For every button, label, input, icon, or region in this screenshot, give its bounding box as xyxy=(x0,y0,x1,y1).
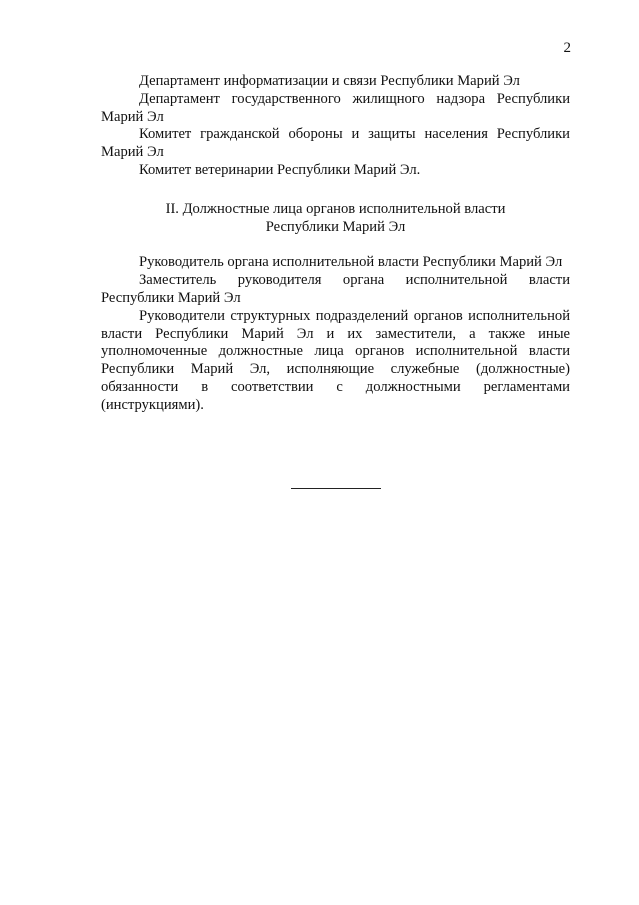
list-item: Комитет гражданской обороны и защиты населения Республики Марий Эл xyxy=(101,126,570,161)
list-item: Руководители структурных подразделений органов исполнительной власти Республики Марий Эл и их заместители, а также иные уполномоченные должностные лица органов исполнительной власти Республики Марий Эл, исполняющие служебные (должностные) обязанности в соответствии с должностными регламентами (инструкциями). xyxy=(101,307,570,413)
list-item: Руководитель органа исполнительной власти Республики Марий Эл xyxy=(139,254,563,271)
list-item: Департамент информатизации и связи Республики Марий Эл xyxy=(139,73,520,89)
page-number: 2 xyxy=(563,40,571,56)
section-2-heading-line-1: II. Должностные лица органов исполнительной власти xyxy=(165,200,506,217)
list-item: Комитет ветеринарии Республики Марий Эл. xyxy=(139,161,421,178)
section-1-list xyxy=(101,73,570,180)
list-item: Департамент государственного жилищного надзора Республики Марий Эл xyxy=(101,90,570,125)
section-2-heading-line-2: Республики Марий Эл xyxy=(265,218,406,235)
section-2-heading xyxy=(101,201,570,237)
section-2-list xyxy=(101,254,570,414)
list-item: Заместитель руководителя органа исполнительной власти Республики Марий Эл xyxy=(101,272,570,306)
end-of-document-divider xyxy=(291,488,381,489)
document-body xyxy=(101,73,570,415)
